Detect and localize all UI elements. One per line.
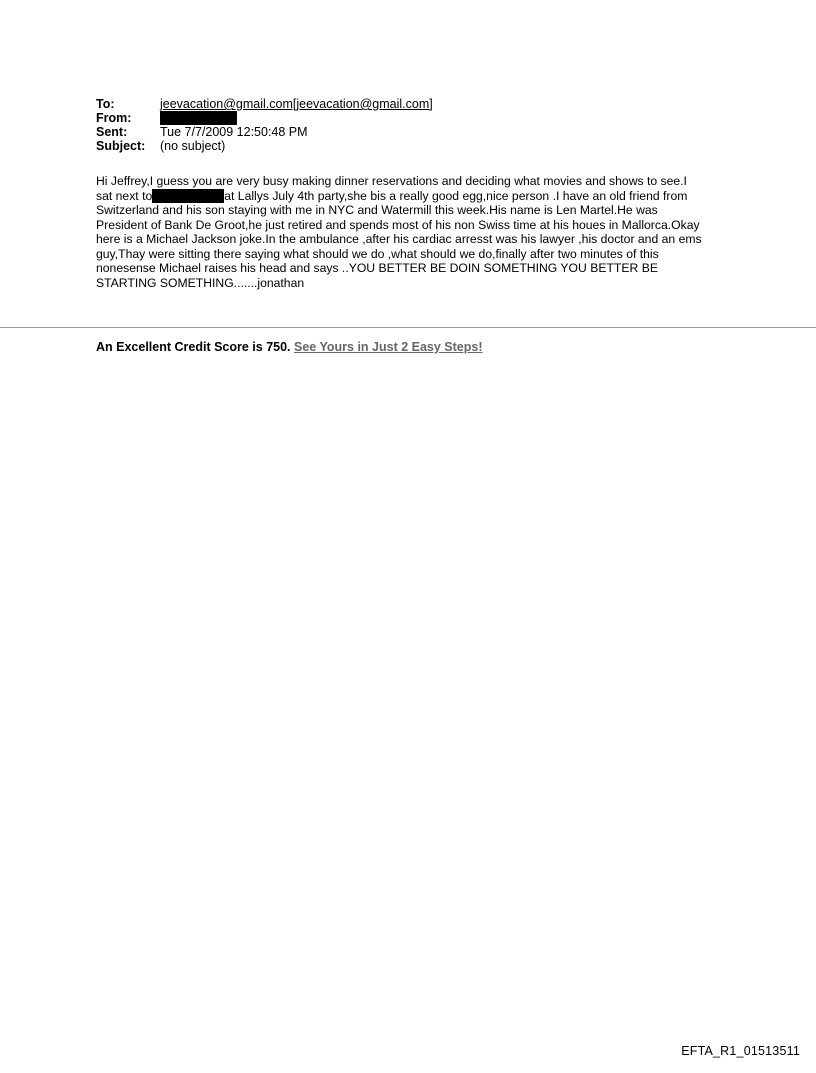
sent-label: Sent: bbox=[96, 125, 128, 139]
ad-link[interactable]: See Yours in Just 2 Easy Steps! bbox=[294, 340, 483, 354]
from-redaction bbox=[160, 111, 237, 125]
email-header bbox=[96, 97, 433, 153]
body-text-segment: at Lallys July 4th party,she bis a really good egg,nice person .I have an old friend from bbox=[224, 188, 688, 203]
subject-row bbox=[96, 139, 433, 153]
from-label: From: bbox=[96, 111, 132, 125]
name-redaction bbox=[152, 189, 224, 203]
body-line bbox=[96, 189, 736, 204]
to-label: To: bbox=[96, 97, 115, 111]
body-line: STARTING SOMETHING.......jonathan bbox=[96, 275, 305, 290]
to-value[interactable]: jeevacation@gmail.com[jeevacation@gmail.com] bbox=[160, 97, 433, 111]
subject-label: Subject: bbox=[96, 139, 146, 153]
body-line: here is a Michael Jackson joke.In the ambulance ,after his cardiac arresst was his lawyer ,his doctor and an ems bbox=[96, 232, 702, 246]
subject-value: (no subject) bbox=[160, 139, 226, 153]
body-line: guy,Thay were sitting there saying what should we do ,what should we do,finally after two minutes of this bbox=[96, 246, 659, 261]
document-id: EFTA_R1_01513511 bbox=[681, 1044, 800, 1058]
to-row bbox=[96, 97, 433, 111]
ad-banner bbox=[96, 340, 483, 354]
ad-text: An Excellent Credit Score is 750. bbox=[96, 340, 294, 354]
body-line: nonesense Michael raises his head and says ..YOU BETTER BE DOIN SOMETHING YOU BETTER BE bbox=[96, 261, 658, 275]
sent-value: Tue 7/7/2009 12:50:48 PM bbox=[160, 125, 308, 139]
body-line: Hi Jeffrey,I guess you are very busy making dinner reservations and deciding what movies and shows to see.I bbox=[96, 174, 687, 188]
email-body bbox=[96, 174, 736, 290]
from-row bbox=[96, 111, 433, 125]
body-line: Switzerland and his son staying with me in NYC and Watermill this week.His name is Len Martel.He was bbox=[96, 203, 658, 217]
body-line: President of Bank De Groot,he just retired and spends most of his non Swiss time at his houes in Mallorca.Okay bbox=[96, 217, 700, 232]
body-text-segment: sat next to bbox=[96, 188, 153, 203]
divider bbox=[0, 327, 816, 328]
sent-row bbox=[96, 125, 433, 139]
